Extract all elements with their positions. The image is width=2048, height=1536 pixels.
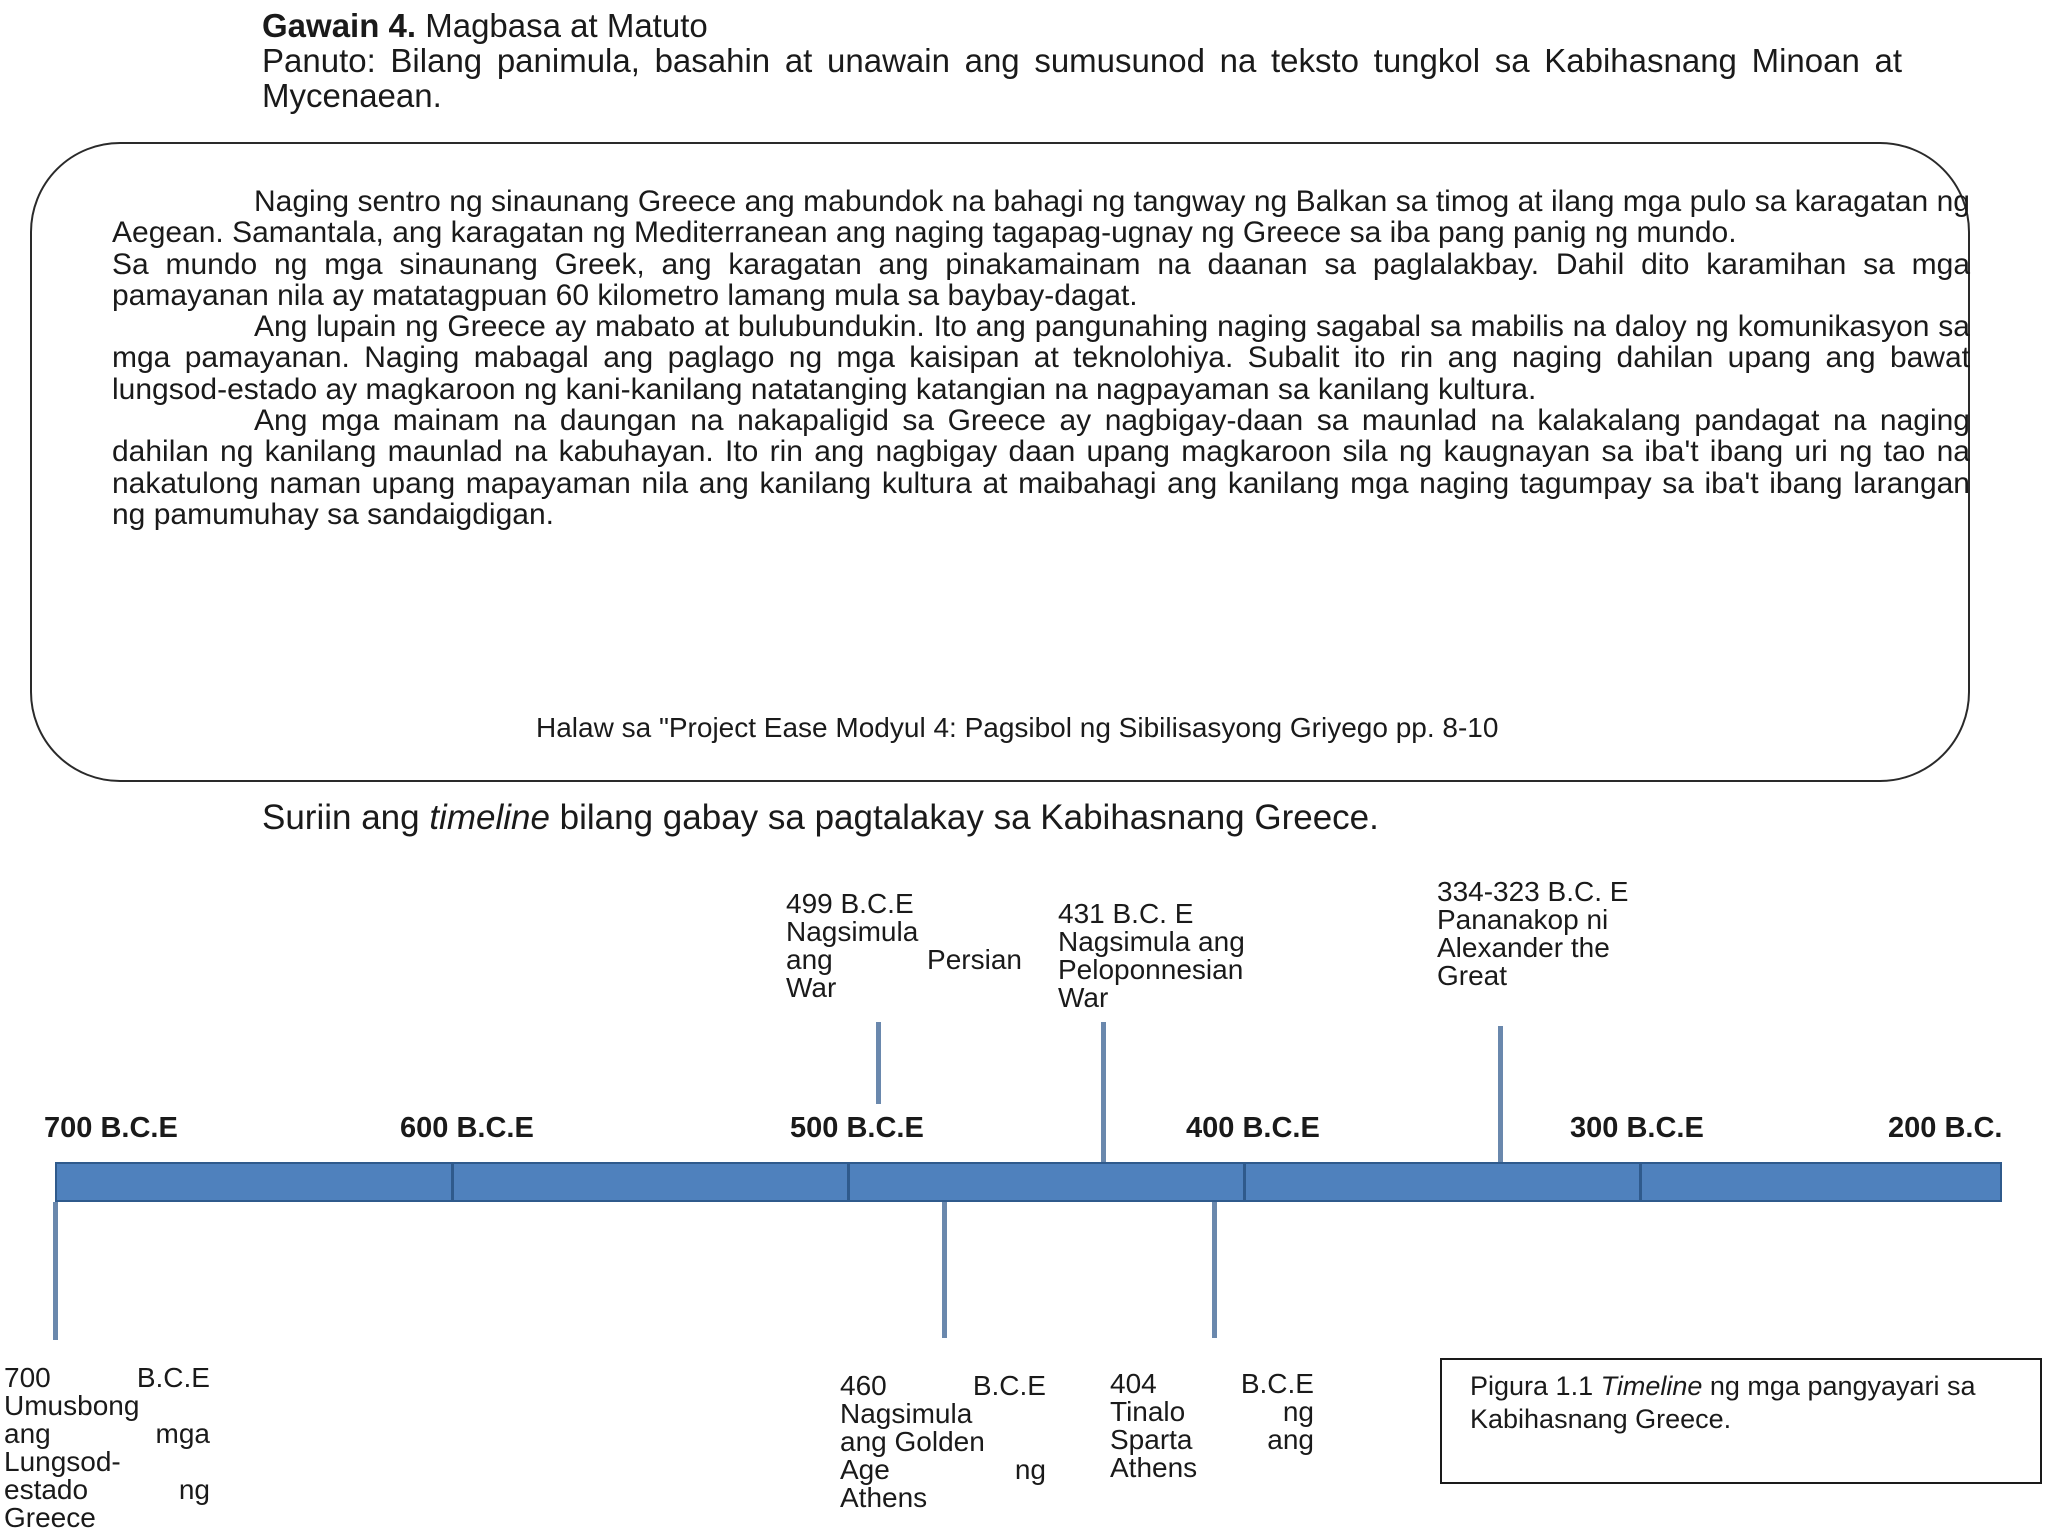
instruction-text: Panuto: Bilang panimula, basahin at unawain ang sumusunod na teksto tungkol sa Kabihasnang Minoan at Mycenaean.: [262, 42, 1902, 114]
event-line: War: [1058, 982, 1109, 1013]
era-label-200: 200 B.C.: [1888, 1112, 2003, 1144]
caption-before: Pigura 1.1: [1470, 1371, 1601, 1401]
activity-number: Gawain 4.: [262, 7, 417, 44]
era-label-500: 500 B.C.E: [790, 1112, 924, 1144]
event-line: Peloponnesian: [1058, 954, 1244, 985]
event-line: Lungsod-: [4, 1446, 121, 1477]
event-line: Alexander the: [1437, 932, 1610, 963]
suriin-after: bilang gabay sa pagtalakay sa Kabihasnang Greece.: [549, 798, 1379, 837]
timeline-instruction: [262, 798, 1379, 838]
event-700: [4, 1364, 210, 1532]
event-line: Athens: [840, 1482, 928, 1513]
event-line: ang mga: [4, 1418, 210, 1449]
reading-passage: [112, 186, 1970, 530]
event-line: Tinalo ng: [1110, 1396, 1314, 1427]
era-label-400: 400 B.C.E: [1186, 1112, 1320, 1144]
figure-caption: [1440, 1358, 2042, 1484]
event-date: 431 B.C. E: [1058, 898, 1194, 929]
event-431: [1058, 900, 1338, 1012]
connector-499: [876, 1022, 881, 1104]
timeline-divider: [1243, 1164, 1246, 1200]
timeline-divider: [847, 1164, 850, 1200]
event-date: 404 B.C.E: [1110, 1368, 1314, 1399]
timeline-bar: [55, 1162, 2002, 1202]
event-line: Great: [1437, 960, 1508, 991]
passage-paragraph-1-cont: Sa mundo ng mga sinaunang Greek, ang karagatan ang pinakamainam na daanan sa paglalakbay. Dahil dito karamihan sa mga pamayanan nila ay matatagpuan 60 kilometro lamang mula sa baybay-dagat.: [112, 247, 1970, 312]
connector-334: [1498, 1026, 1503, 1162]
event-line: Pananakop ni: [1437, 904, 1609, 935]
timeline-divider: [1639, 1164, 1642, 1200]
event-line: ang Persian: [786, 944, 1022, 975]
passage-paragraph-3: [112, 405, 1970, 530]
source-citation: Halaw sa "Project Ease Modyul 4: Pagsibol ng Sibilisasyong Griyego pp. 8-10: [536, 712, 1499, 743]
event-date: 334-323 B.C. E: [1437, 876, 1629, 907]
era-label-300: 300 B.C.E: [1570, 1112, 1704, 1144]
paragraph-3-text: Ang mga mainam na daungan na nakapaligid sa Greece ay nagbigay-daan sa maunlad na kalakalang pandagat na naging dahilan ng kanilang maunlad na kabuhayan. Ito rin ang nagbigay daan upang magkaroon sila ng kaugnayan sa iba't ibang uri ng tao na nakatulong naman upang mapayaman nila ang kanilang kultura at maibahagi ang kanilang mga naging tagumpay sa iba't ibang larangan ng pamumuhay sa sandaigdigan.: [112, 404, 1970, 531]
connector-404: [1212, 1202, 1217, 1338]
event-line: estado ng: [4, 1474, 210, 1505]
paragraph-2-text: Ang lupain ng Greece ay mabato at bulubundukin. Ito ang pangunahing naging sagabal sa mabilis na daloy ng komunikasyon sa mga pamayanan. Naging mabagal ang paglago ng mga kaisipan at teknolohiya. Subalit ito rin ang naging dahilan upang ang bawat lungsod-estado ay magkaroon ng kani-kanilang natatanging katangian na nagpayaman sa kanilang kultura.: [112, 310, 1970, 406]
event-line: Umusbong: [4, 1390, 140, 1421]
event-404: [1110, 1370, 1314, 1482]
era-label-600: 600 B.C.E: [400, 1112, 534, 1144]
activity-header: [262, 8, 1902, 113]
event-line: Athens: [1110, 1452, 1198, 1483]
event-334-323: [1437, 878, 1707, 990]
era-label-700: 700 B.C.E: [44, 1112, 178, 1144]
event-460: [840, 1372, 1046, 1512]
event-line: Nagsimula ang: [1058, 926, 1245, 957]
event-line: Greece: [4, 1502, 96, 1533]
activity-name: Magbasa at Matuto: [416, 7, 708, 44]
connector-700: [53, 1202, 58, 1340]
suriin-italic: timeline: [429, 798, 550, 837]
caption-italic: Timeline: [1600, 1371, 1703, 1401]
event-line: Nagsimula: [840, 1398, 973, 1429]
connector-431: [1101, 1022, 1106, 1162]
suriin-before: Suriin ang: [262, 798, 430, 837]
timeline-divider: [451, 1164, 454, 1200]
event-line: ang Golden: [840, 1426, 985, 1457]
activity-title: [262, 8, 1902, 43]
caption-after: ng mga pangyayari sa Kabihasnang Greece.: [1470, 1371, 1976, 1434]
passage-paragraph-2: [112, 311, 1970, 405]
connector-460: [942, 1202, 947, 1338]
event-line: Age ng: [840, 1454, 1046, 1485]
event-line: War: [786, 972, 837, 1003]
passage-paragraph-1: [112, 186, 1970, 249]
event-499: [786, 890, 1022, 1002]
event-date: 460 B.C.E: [840, 1370, 1046, 1401]
event-date: 499 B.C.E: [786, 888, 914, 919]
event-line: Nagsimula: [786, 916, 919, 947]
event-line: Sparta ang: [1110, 1424, 1314, 1455]
paragraph-1-text: Naging sentro ng sinaunang Greece ang mabundok na bahagi ng tangway ng Balkan sa timog at ilang mga pulo sa karagatan ng Aegean. Samantala, ang karagatan ng Mediterranean ang naging tagapag-ugnay ng Greece sa iba pang panig ng mundo.: [112, 185, 1970, 250]
event-date: 700 B.C.E: [4, 1362, 210, 1393]
